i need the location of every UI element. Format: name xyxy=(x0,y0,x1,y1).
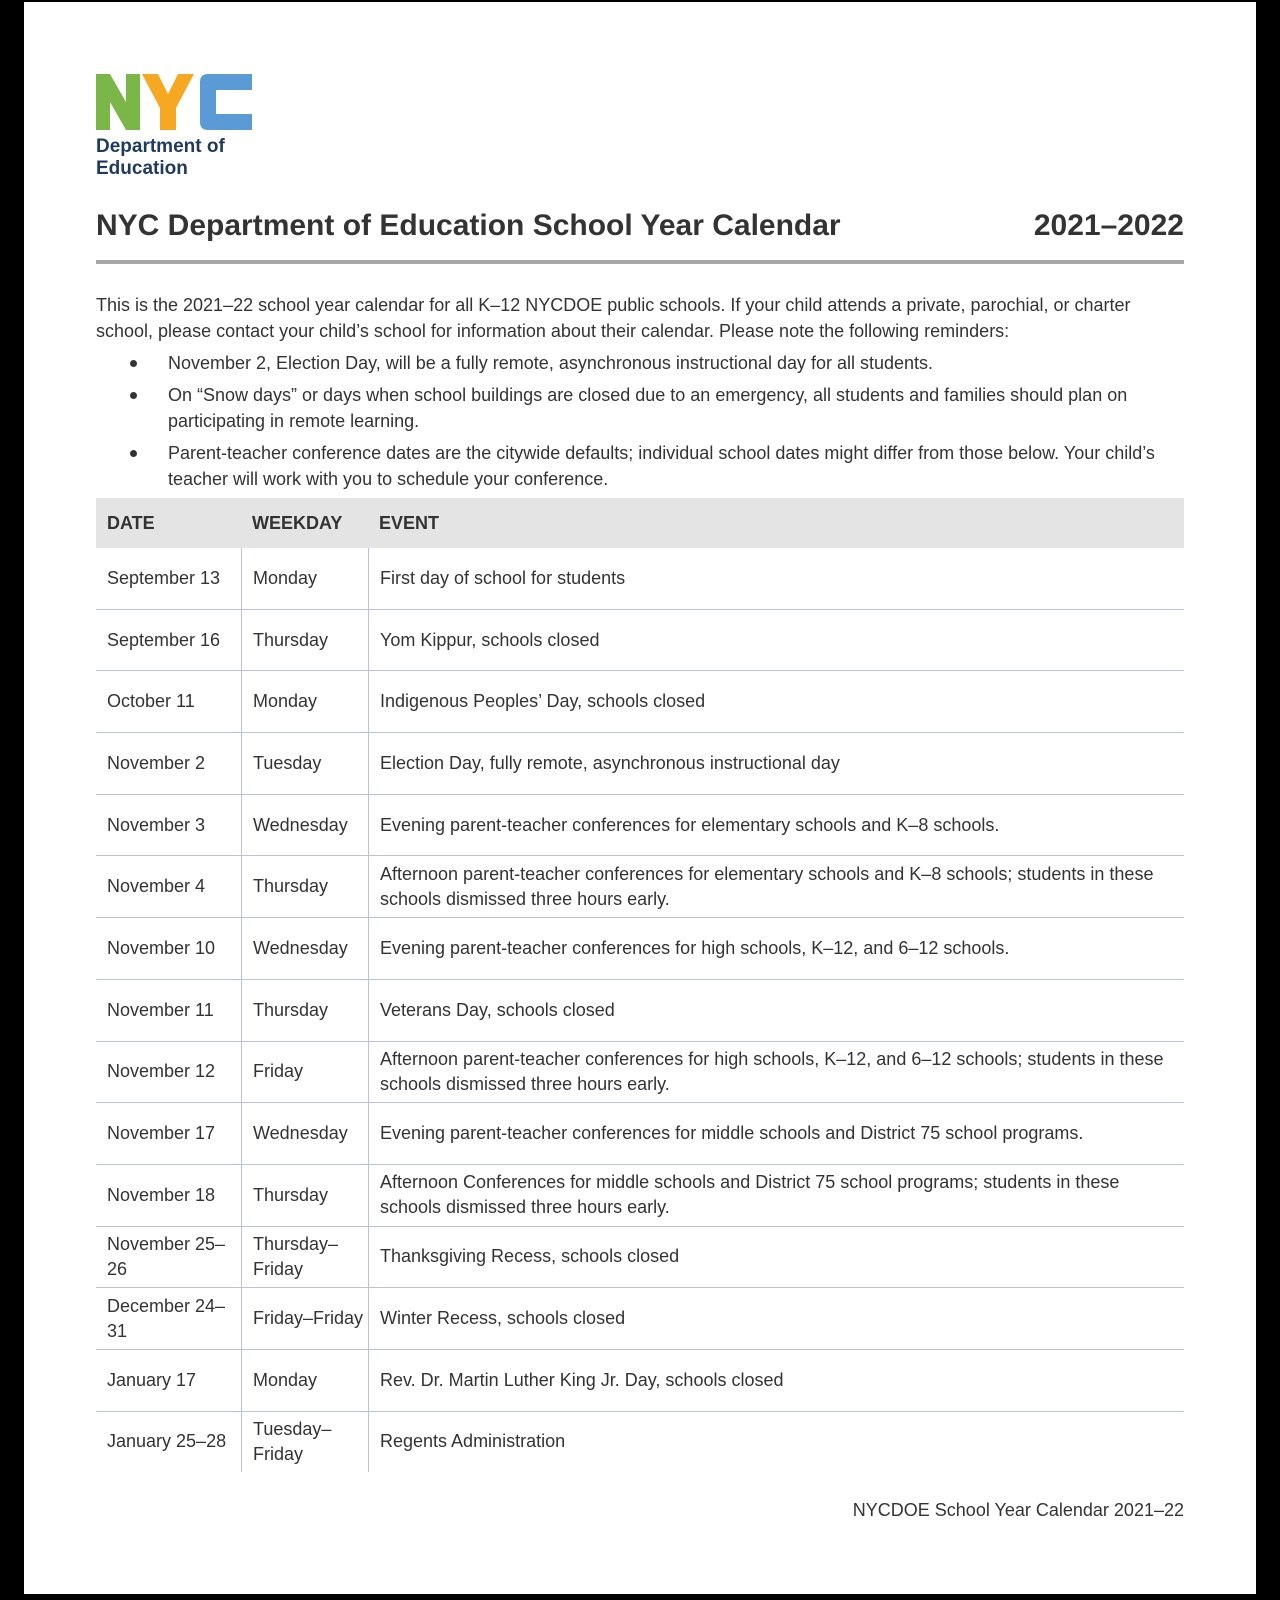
date-cell-text: September 13 xyxy=(107,567,221,588)
weekday-cell-text: Friday xyxy=(253,1061,304,1082)
date-cell xyxy=(96,856,241,917)
event-cell-text: Evening parent-teacher conferences for elementary schools and K–8 schools. xyxy=(380,814,1000,835)
table-row xyxy=(96,671,1184,733)
weekday-cell-text: Monday xyxy=(253,567,318,588)
weekday-cell xyxy=(241,548,368,609)
event-cell-text: First day of school for students xyxy=(380,567,626,588)
date-cell-text: November 18 xyxy=(107,1184,216,1205)
table-row xyxy=(96,610,1184,672)
date-cell-text: November 12 xyxy=(107,1061,216,1082)
reminder-text: Parent-teacher conference dates are the citywide defaults; individual school dates might differ from those below. Your child’s teacher will work with you to schedule your conference. xyxy=(168,443,1155,489)
nyc-doe-logo xyxy=(96,74,266,180)
date-cell-text: September 16 xyxy=(107,629,221,650)
reminder-text: On “Snow days” or days when school buildings are closed due to an emergency, all students and families should plan on participating in remote learning. xyxy=(168,385,1128,431)
nyc-logo-mark xyxy=(96,74,256,130)
date-cell-text: November 25–26 xyxy=(107,1233,226,1279)
event-cell xyxy=(368,1165,1184,1226)
event-cell xyxy=(368,1288,1184,1349)
weekday-cell xyxy=(241,671,368,732)
weekday-cell-text: Thursday xyxy=(253,999,329,1020)
event-cell xyxy=(368,1412,1184,1473)
table-row xyxy=(96,1227,1184,1289)
school-year: 2021–2022 xyxy=(1033,209,1184,242)
event-cell-text: Veterans Day, schools closed xyxy=(380,999,615,1020)
weekday-cell-text: Monday xyxy=(253,691,318,712)
date-cell-text: November 17 xyxy=(107,1123,216,1144)
table-header xyxy=(96,498,1184,548)
event-cell-text: Evening parent-teacher conferences for high schools, K–12, and 6–12 schools. xyxy=(380,937,1010,958)
event-cell xyxy=(368,671,1184,732)
weekday-cell-text: Wednesday xyxy=(253,1123,348,1144)
event-cell-text: Indigenous Peoples’ Day, schools closed xyxy=(380,691,706,712)
table-row xyxy=(96,733,1184,795)
event-cell-text: Thanksgiving Recess, schools closed xyxy=(380,1246,680,1267)
event-cell-text: Yom Kippur, schools closed xyxy=(380,629,600,650)
table-row xyxy=(96,795,1184,857)
weekday-cell-text: Thursday xyxy=(253,876,329,897)
date-cell-text: December 24–31 xyxy=(107,1295,226,1341)
event-cell-text: Afternoon parent-teacher conferences for high schools, K–12, and 6–12 schools; students in these schools dismissed three hours early. xyxy=(380,1048,1164,1094)
event-cell xyxy=(368,856,1184,917)
title-row xyxy=(96,202,1184,250)
event-cell xyxy=(368,1350,1184,1411)
weekday-cell xyxy=(241,733,368,794)
weekday-cell xyxy=(241,1412,368,1473)
table-row xyxy=(96,1350,1184,1412)
table-row xyxy=(96,1103,1184,1165)
date-cell-text: January 17 xyxy=(107,1369,197,1390)
weekday-cell xyxy=(241,1288,368,1349)
header-weekday: WEEKDAY xyxy=(252,512,343,533)
weekday-cell xyxy=(241,918,368,979)
intro-paragraph: This is the 2021–22 school year calendar for all K–12 NYCDOE public schools. If your child attends a private, parochial, or charter school, please contact your child’s school for information about their calendar. Please note the following reminders: xyxy=(96,295,1131,341)
date-cell-text: November 3 xyxy=(107,814,206,835)
event-cell xyxy=(368,980,1184,1041)
logo-subtitle-line2: Education xyxy=(96,158,188,179)
reminder-item xyxy=(96,382,1172,434)
table-row xyxy=(96,918,1184,980)
event-cell-text: Winter Recess, schools closed xyxy=(380,1308,626,1329)
event-cell xyxy=(368,1227,1184,1288)
event-cell-text: Afternoon Conferences for middle schools and District 75 school programs; students in these schools dismissed three hours early. xyxy=(380,1172,1120,1218)
weekday-cell xyxy=(241,795,368,856)
event-cell xyxy=(368,548,1184,609)
table-body xyxy=(96,548,1184,1472)
date-cell xyxy=(96,1412,241,1473)
weekday-cell xyxy=(241,1165,368,1226)
date-cell xyxy=(96,733,241,794)
weekday-cell-text: Friday–Friday xyxy=(253,1308,364,1329)
date-cell xyxy=(96,1165,241,1226)
table-row xyxy=(96,1288,1184,1350)
date-cell xyxy=(96,610,241,671)
weekday-cell xyxy=(241,1042,368,1103)
date-cell-text: November 4 xyxy=(107,876,206,897)
intro-section xyxy=(96,292,1172,498)
event-cell xyxy=(368,1103,1184,1164)
event-cell-text: Evening parent-teacher conferences for middle schools and District 75 school programs. xyxy=(380,1123,1084,1144)
weekday-cell-text: Thursday xyxy=(253,1184,329,1205)
page-title: NYC Department of Education School Year Calendar xyxy=(96,209,841,242)
date-cell xyxy=(96,1103,241,1164)
weekday-cell-text: Tuesday–Friday xyxy=(253,1418,332,1464)
header-date: DATE xyxy=(107,512,155,533)
event-cell xyxy=(368,918,1184,979)
date-cell xyxy=(96,1350,241,1411)
date-cell-text: November 10 xyxy=(107,937,216,958)
date-cell xyxy=(96,1288,241,1349)
logo-subtitle-line1: Department of xyxy=(96,136,225,157)
table-row xyxy=(96,1165,1184,1227)
date-cell xyxy=(96,795,241,856)
table-row xyxy=(96,1412,1184,1473)
date-cell-text: October 11 xyxy=(107,691,195,712)
weekday-cell-text: Wednesday xyxy=(253,814,348,835)
weekday-cell xyxy=(241,856,368,917)
date-cell xyxy=(96,1227,241,1288)
event-cell xyxy=(368,733,1184,794)
date-cell xyxy=(96,548,241,609)
table-row xyxy=(96,856,1184,918)
weekday-cell xyxy=(241,1227,368,1288)
event-cell xyxy=(368,795,1184,856)
event-cell-text: Election Day, fully remote, asynchronous instructional day xyxy=(380,752,840,773)
date-cell-text: November 11 xyxy=(107,999,214,1020)
table-row xyxy=(96,548,1184,610)
table-row xyxy=(96,1042,1184,1104)
reminder-item xyxy=(96,350,1172,376)
reminder-text: November 2, Election Day, will be a fully remote, asynchronous instructional day for all students. xyxy=(168,353,934,373)
weekday-cell xyxy=(241,1103,368,1164)
event-cell-text: Regents Administration xyxy=(380,1431,566,1452)
page-footer: NYCDOE School Year Calendar 2021–22 xyxy=(852,1500,1184,1520)
weekday-cell-text: Thursday–Friday xyxy=(253,1233,339,1279)
date-cell-text: November 2 xyxy=(107,752,206,773)
weekday-cell xyxy=(241,980,368,1041)
header-event: EVENT xyxy=(379,512,440,533)
weekday-cell-text: Monday xyxy=(253,1369,318,1390)
weekday-cell-text: Thursday xyxy=(253,629,329,650)
date-cell-text: January 25–28 xyxy=(107,1431,227,1452)
event-cell xyxy=(368,1042,1184,1103)
weekday-cell-text: Tuesday xyxy=(253,752,322,773)
event-cell-text: Afternoon parent-teacher conferences for elementary schools and K–8 schools; students in these schools dismissed three hours early. xyxy=(380,863,1154,909)
weekday-cell xyxy=(241,610,368,671)
event-cell xyxy=(368,610,1184,671)
weekday-cell xyxy=(241,1350,368,1411)
weekday-cell-text: Wednesday xyxy=(253,937,348,958)
reminder-item xyxy=(96,440,1172,492)
title-divider xyxy=(96,260,1184,264)
bullet-icon xyxy=(130,360,137,367)
document-page xyxy=(24,2,1256,1594)
date-cell xyxy=(96,918,241,979)
table-row xyxy=(96,980,1184,1042)
date-cell xyxy=(96,1042,241,1103)
calendar-table xyxy=(96,498,1184,1472)
bullet-icon xyxy=(130,392,137,399)
date-cell xyxy=(96,980,241,1041)
logo-subtitle xyxy=(96,136,266,180)
date-cell xyxy=(96,671,241,732)
event-cell-text: Rev. Dr. Martin Luther King Jr. Day, schools closed xyxy=(380,1369,784,1390)
bullet-icon xyxy=(130,450,137,457)
reminder-list xyxy=(96,350,1172,492)
